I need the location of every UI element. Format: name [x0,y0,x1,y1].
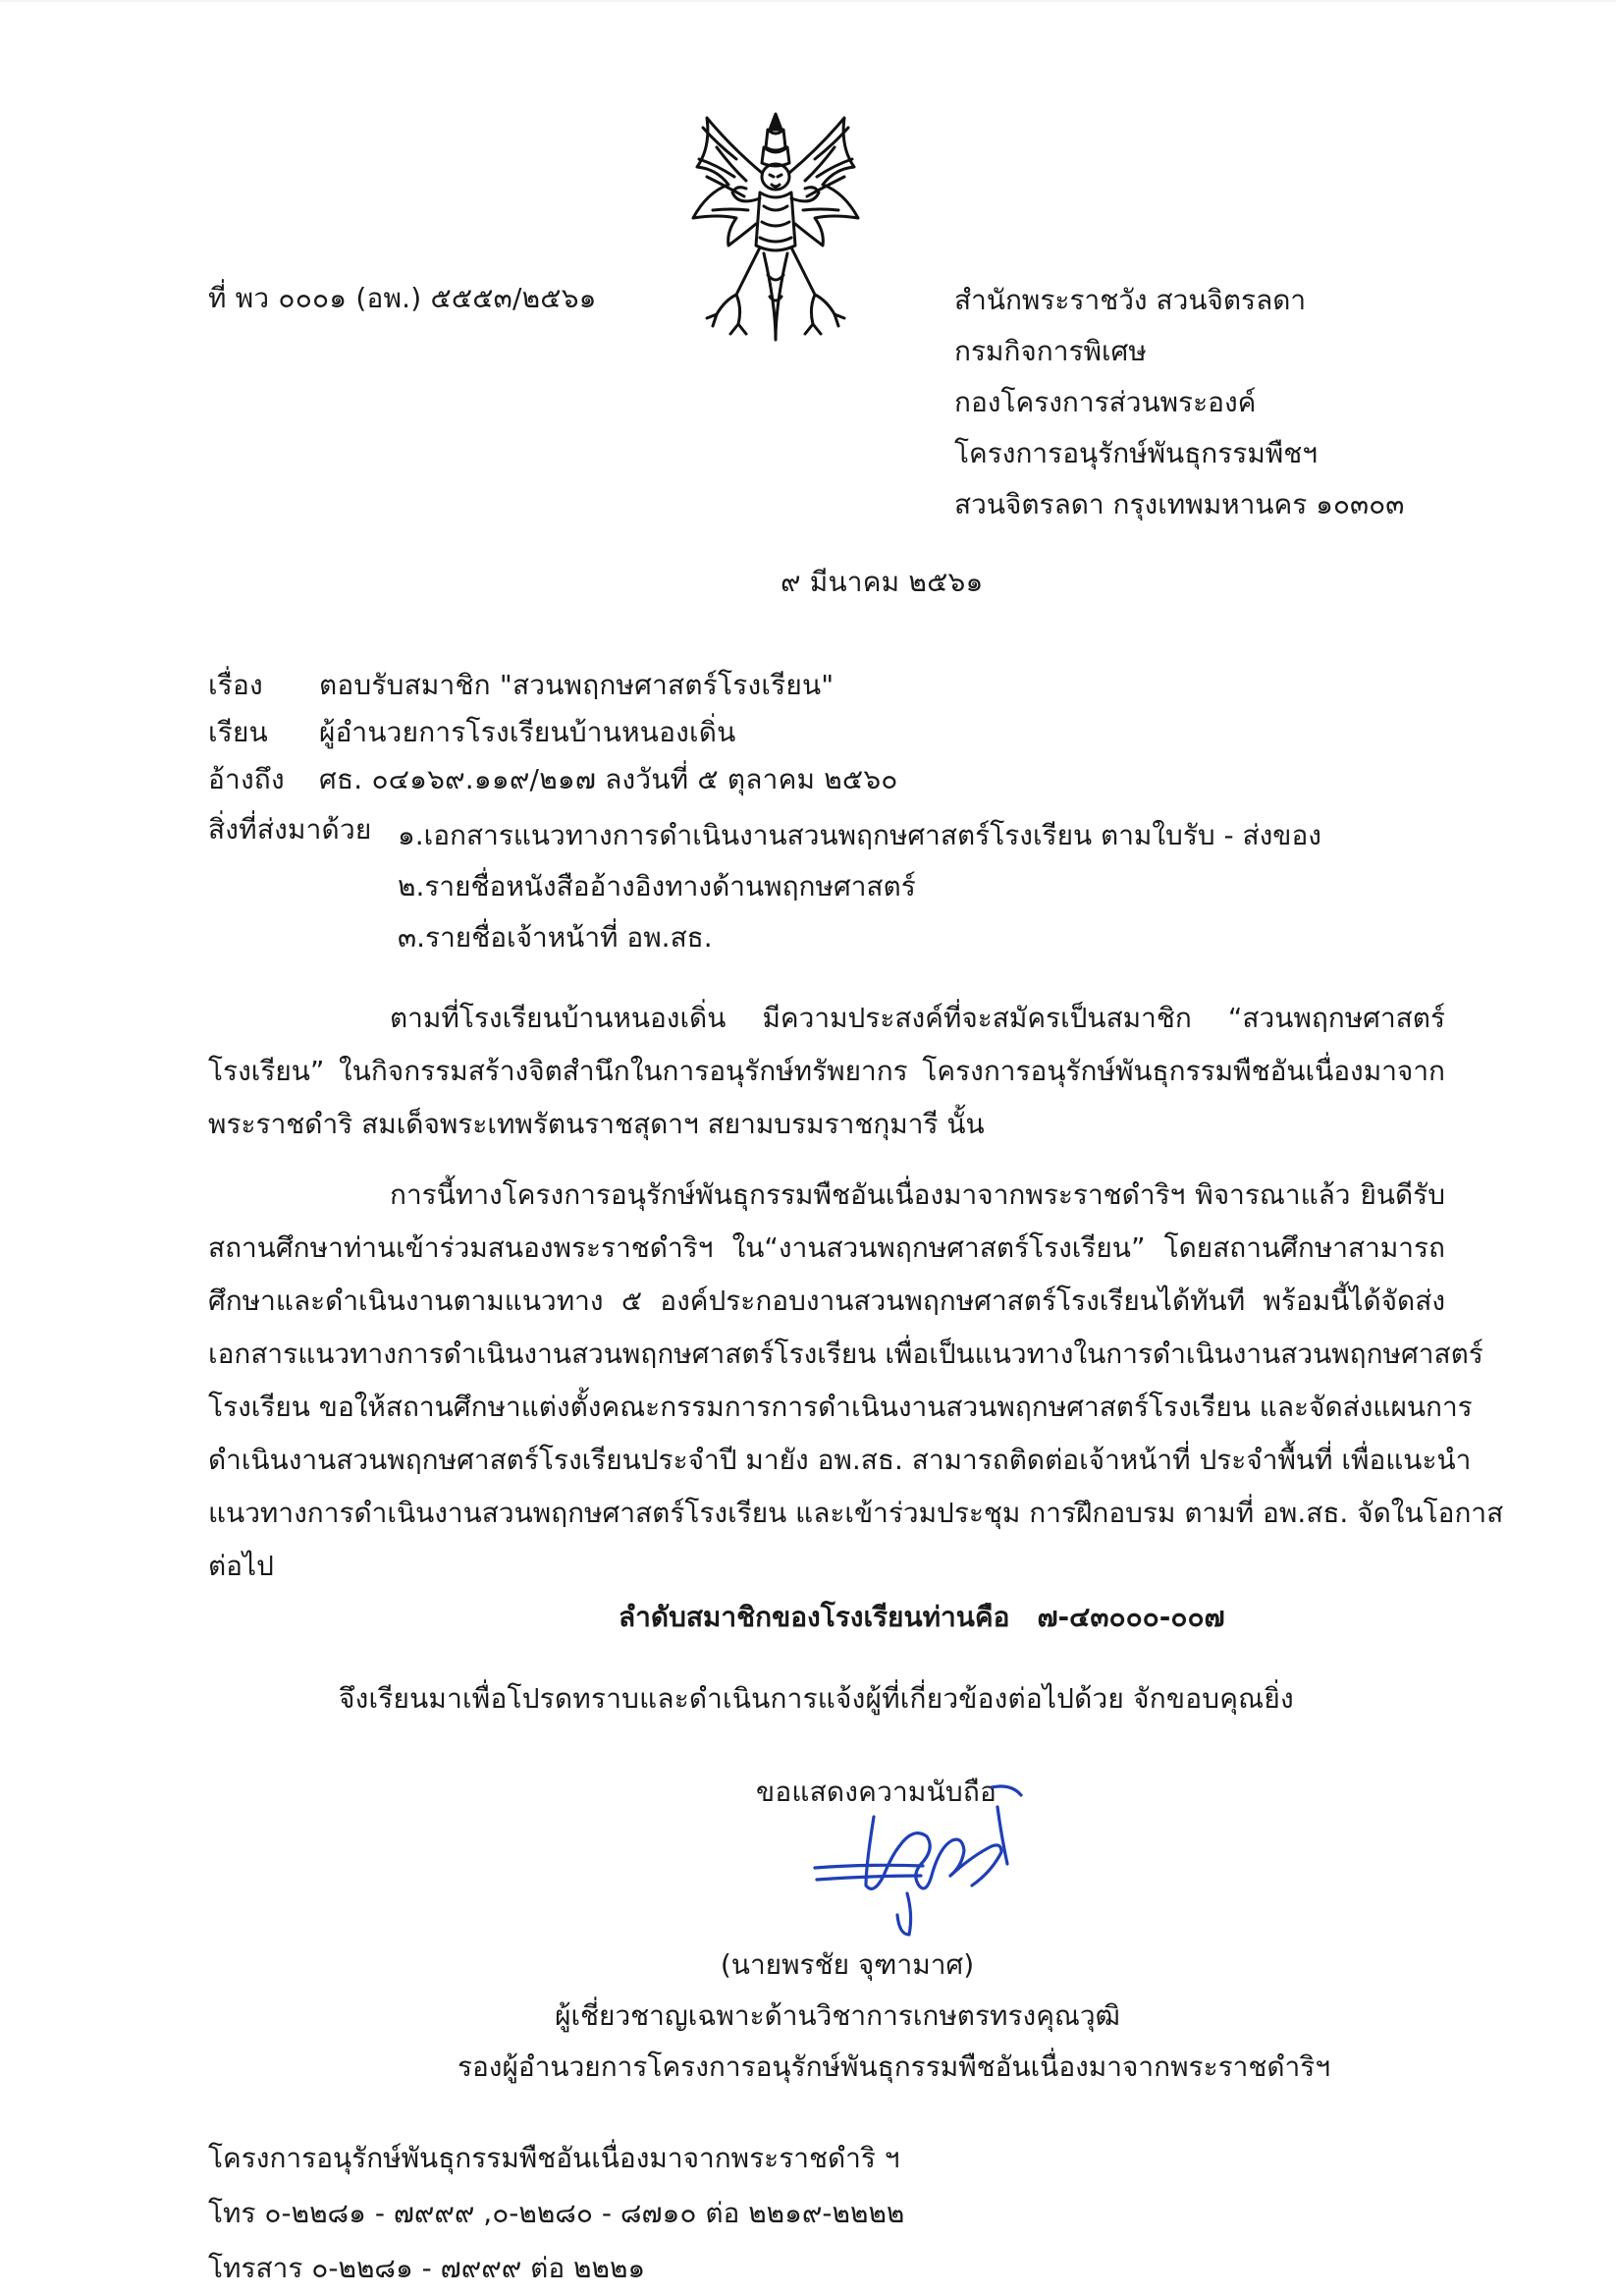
signer-position: รองผู้อำนวยการโครงการอนุรักษ์พันธุกรรมพืชอันเนื่องมาจากพระราชดำริฯ [457,2050,1331,2083]
paragraph-body [208,1169,1504,1593]
paragraph-line: โรงเรียน” ในกิจกรรมสร้างจิตสำนึกในการอนุรักษ์ทรัพยากร โครงการอนุรักษ์พันธุกรรมพืชอันเนื่องมาจาก [208,1055,1445,1087]
recipient-label: เรียน [208,716,268,748]
paragraph-line: เอกสารแนวทางการดำเนินงานสวนพฤกษศาสตร์โรงเรียน เพื่อเป็นแนวทางในการดำเนินงานสวนพฤกษศาสตร์ [208,1338,1483,1370]
sender-address [954,275,1404,530]
closing-sentence: จึงเรียนมาเพื่อโปรดทราบและดำเนินการแจ้งผู้ที่เกี่ยวข้องต่อไปด้วย จักขอบคุณยิ่ง [339,1682,1294,1715]
paragraph-line: ศึกษาและดำเนินงานตามแนวทาง ๕ องค์ประกอบงานสวนพฤกษศาสตร์โรงเรียนได้ทันที พร้อมนี้ได้จัดส่ง [208,1285,1445,1317]
paragraph-line: ต่อไป [208,1550,274,1582]
reference-label: อ้างถึง [208,763,285,795]
respect-line: ขอแสดงความนับถือ [756,1776,997,1808]
subject-label: เรื่อง [208,669,263,701]
footer-contact [208,2131,904,2296]
signer-name: (นายพรชัย จุฑามาศ) [720,1948,975,1981]
paragraph-line: โรงเรียน ขอให้สถานศึกษาแต่งตั้งคณะกรรมการการดำเนินงานสวนพฤกษศาสตร์โรงเรียน และจัดส่งแผนการ [208,1391,1473,1423]
address-line: กรมกิจการพิเศษ [954,335,1147,367]
paragraph-line: แนวทางการดำเนินงานสวนพฤกษศาสตร์โรงเรียน และเข้าร่วมประชุม การฝึกอบรม ตามที่ อพ.สธ. จัดในโอกาส [208,1497,1504,1529]
signer-title: ผู้เชี่ยวชาญเฉพาะด้านวิชาการเกษตรทรงคุณวุฒิ [555,1999,1120,2032]
footer-org: โครงการอนุรักษ์พันธุกรรมพืชอันเนื่องมาจากพระราชดำริ ฯ [208,2142,900,2174]
footer-fax: โทรสาร ๐-๒๒๘๑ - ๗๙๙๙ ต่อ ๒๒๒๑ [208,2252,646,2284]
paragraph-line: ตามที่โรงเรียนบ้านหนองเดิ่น มีความประสงค์ที่จะสมัครเป็นสมาชิก “สวนพฤกษศาสตร์ [390,1002,1445,1034]
paragraph-line: การนี้ทางโครงการอนุรักษ์พันธุกรรมพืชอันเนื่องมาจากพระราชดำริฯ พิจารณาแล้ว ยินดีรับ [390,1178,1445,1211]
page-edge [0,0,1616,2]
enclosure-item: ๑.เอกสารแนวทางการดำเนินงานสวนพฤกษศาสตร์โรงเรียน ตามใบรับ - ส่งของ [398,819,1321,851]
paragraph-line: พระราชดำริ สมเด็จพระเทพรัตนราชสุดาฯ สยามบรมราชกุมารี นั้น [208,1108,985,1140]
recipient-value: ผู้อำนวยการโรงเรียนบ้านหนองเดิ่น [319,716,736,748]
paragraph-line: ดำเนินงานสวนพฤกษศาสตร์โรงเรียนประจำปี มายัง อพ.สธ. สามารถติดต่อเจ้าหน้าที่ ประจำพื้นที่ เพื่อแนะนำ [208,1444,1472,1476]
signer-block [0,1940,1616,2093]
membership-label: ลำดับสมาชิกของโรงเรียนท่านคือ [619,1601,1010,1633]
handwritten-signature-icon [805,1777,1041,1944]
enclosures-list [398,810,1321,963]
garuda-emblem-icon [677,108,874,354]
membership-line [619,1596,1225,1639]
paragraph-intro [208,992,1445,1151]
paragraph-line: สถานศึกษาท่านเข้าร่วมสนองพระราชดำริฯ ใน“งานสวนพฤกษศาสตร์โรงเรียน” โดยสถานศึกษาสามารถ [208,1231,1445,1264]
address-line: กองโครงการส่วนพระองค์ [954,386,1257,418]
membership-number: ๗-๔๓๐๐๐-๐๐๗ [1037,1601,1225,1633]
reference-number: ที่ พว ๐๐๐๑ (อพ.) ๕๕๕๓/๒๕๖๑ [208,282,597,314]
subject-value: ตอบรับสมาชิก "สวนพฤกษศาสตร์โรงเรียน" [319,669,835,701]
enclosure-item: ๓.รายชื่อเจ้าหน้าที่ อพ.สธ. [398,921,713,954]
footer-phone: โทร ๐-๒๒๘๑ - ๗๙๙๙ ,๐-๒๒๘๐ - ๘๗๑๐ ต่อ ๒๒๑๙-๒๒๒๒ [208,2197,905,2229]
address-line: โครงการอนุรักษ์พันธุกรรมพืชฯ [954,437,1318,469]
reference-value: ศธ. ๐๔๑๖๙.๑๑๙/๒๑๗ ลงวันที่ ๕ ตุลาคม ๒๕๖๐ [319,763,898,795]
address-line: สำนักพระราชวัง สวนจิตรลดา [954,284,1307,316]
enclosures-label: สิ่งที่ส่งมาด้วย [208,813,372,846]
letter-date: ๙ มีนาคม ๒๕๖๑ [781,566,984,598]
address-line: สวนจิตรลดา กรุงเทพมหานคร ๑๐๓๐๓ [954,488,1405,520]
enclosure-item: ๒.รายชื่อหนังสืออ้างอิงทางด้านพฤกษศาสตร์ [398,870,916,902]
